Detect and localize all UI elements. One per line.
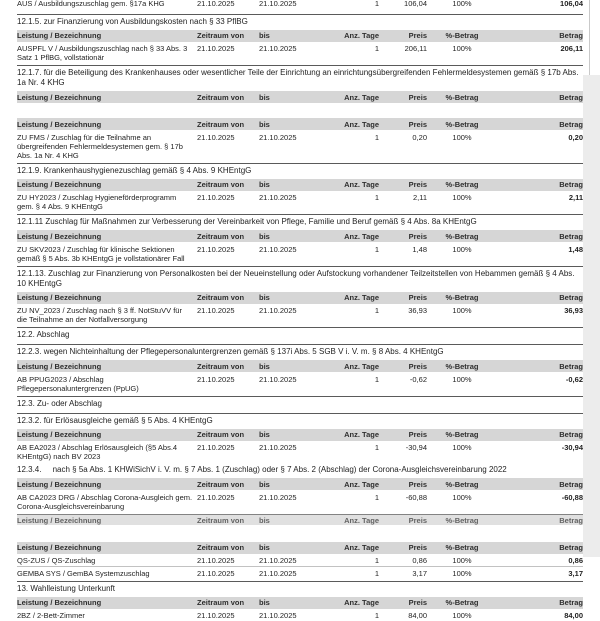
table-header-col1: Leistung / Bezeichnung (17, 120, 197, 129)
row-date-to: 21.10.2025 (259, 569, 324, 578)
row-date-from: 21.10.2025 (197, 0, 259, 8)
table-header-col4: Anz. Tage (324, 120, 379, 129)
row-price: 0,86 (379, 556, 427, 565)
table-header-col4: Anz. Tage (324, 180, 379, 189)
table-header-col7: Betrag (497, 543, 583, 552)
table-header-col6: %-Betrag (427, 543, 497, 552)
row-description: ZU SKV2023 / Zuschlag für klinische Sektionen gemäß § 5 Abs. 3b KHEntgG je vollstationärer Fall (17, 245, 197, 263)
table-header-col1: Leistung / Bezeichnung (17, 180, 197, 189)
page-break-gap (17, 526, 583, 541)
billing-table-row (17, 610, 583, 621)
billing-table-row (17, 567, 583, 579)
table-header-col2: Zeitraum von (197, 480, 259, 489)
row-date-to: 21.10.2025 (259, 245, 324, 254)
table-header-col2: Zeitraum von (197, 293, 259, 302)
table-header-col7: Betrag (497, 516, 583, 525)
row-percent: 100% (427, 493, 497, 502)
row-percent: 100% (427, 556, 497, 565)
row-price: -30,94 (379, 443, 427, 452)
table-header-col6: %-Betrag (427, 120, 497, 129)
row-description: AUS / Ausbildungszuschlag gem. §17a KHG (17, 0, 197, 8)
table-header-col7: Betrag (497, 180, 583, 189)
row-date-from: 21.10.2025 (197, 375, 259, 384)
table-header-row (17, 179, 583, 191)
row-days: 1 (324, 556, 379, 565)
row-date-from: 21.10.2025 (197, 556, 259, 565)
row-date-to: 21.10.2025 (259, 44, 324, 53)
row-price: 106,04 (379, 0, 427, 8)
row-days: 1 (324, 611, 379, 620)
billing-table-row (17, 192, 583, 213)
billing-table-row (17, 43, 583, 64)
page-edge-line (589, 0, 590, 75)
billing-table-row (17, 373, 583, 394)
table-header-col3: bis (259, 362, 324, 371)
row-description: QS-ZUS / QS-Zuschlag (17, 556, 197, 565)
row-amount: 106,04 (497, 0, 583, 8)
table-header-row (17, 230, 583, 242)
row-price: 206,11 (379, 44, 427, 53)
table-header-col1: Leistung / Bezeichnung (17, 362, 197, 371)
table-header-col6: %-Betrag (427, 430, 497, 439)
row-days: 1 (324, 133, 379, 142)
table-header-row (17, 597, 583, 609)
table-header-col1: Leistung / Bezeichnung (17, 93, 197, 102)
table-header-col1: Leistung / Bezeichnung (17, 31, 197, 40)
table-header-col6: %-Betrag (427, 232, 497, 241)
row-description: 2BZ / 2-Bett-Zimmer (17, 611, 197, 620)
table-header-col6: %-Betrag (427, 180, 497, 189)
section-heading: 12.2. Abschlag (17, 327, 583, 342)
table-header-col3: bis (259, 180, 324, 189)
table-header-col2: Zeitraum von (197, 180, 259, 189)
table-header-row (17, 429, 583, 441)
table-header-col7: Betrag (497, 232, 583, 241)
table-header-col2: Zeitraum von (197, 516, 259, 525)
row-percent: 100% (427, 443, 497, 452)
row-date-to: 21.10.2025 (259, 375, 324, 384)
row-price: 2,11 (379, 193, 427, 202)
row-date-from: 21.10.2025 (197, 44, 259, 53)
table-header-col2: Zeitraum von (197, 232, 259, 241)
row-percent: 100% (427, 375, 497, 384)
row-date-from: 21.10.2025 (197, 611, 259, 620)
table-header-col4: Anz. Tage (324, 543, 379, 552)
table-header-row (17, 292, 583, 304)
table-header-col4: Anz. Tage (324, 31, 379, 40)
row-amount: -30,94 (497, 443, 583, 452)
row-days: 1 (324, 569, 379, 578)
table-header-col1: Leistung / Bezeichnung (17, 598, 197, 607)
table-header-col6: %-Betrag (427, 93, 497, 102)
row-date-to: 21.10.2025 (259, 0, 324, 8)
billing-table-row (17, 131, 583, 161)
row-description: ZU FMS / Zuschlag für die Teilnahme an übergreifenden Fehlermeldesystemen gem. § 17b Abs. 1a Nr. 4 KHG (17, 133, 197, 160)
row-amount: 3,17 (497, 569, 583, 578)
table-header-col4: Anz. Tage (324, 93, 379, 102)
row-amount: 84,00 (497, 611, 583, 620)
table-header-col3: bis (259, 516, 324, 525)
row-days: 1 (324, 306, 379, 315)
table-header-row (17, 478, 583, 490)
row-date-from: 21.10.2025 (197, 493, 259, 502)
section-heading: 13. Wahlleistung Unterkunft (17, 581, 583, 596)
table-header-col7: Betrag (497, 120, 583, 129)
table-header-col5: Preis (379, 480, 427, 489)
row-days: 1 (324, 193, 379, 202)
row-amount: 206,11 (497, 44, 583, 53)
row-date-from: 21.10.2025 (197, 306, 259, 315)
table-header-col3: bis (259, 93, 324, 102)
table-header-col7: Betrag (497, 598, 583, 607)
table-header-row (17, 91, 583, 103)
row-amount: 2,11 (497, 193, 583, 202)
row-amount: -60,88 (497, 493, 583, 502)
row-date-to: 21.10.2025 (259, 611, 324, 620)
row-percent: 100% (427, 569, 497, 578)
row-days: 1 (324, 375, 379, 384)
table-header-col3: bis (259, 293, 324, 302)
table-header-col3: bis (259, 480, 324, 489)
table-header-col5: Preis (379, 93, 427, 102)
row-description: AB EA2023 / Abschlag Erlösausgleich (§5 Abs.4 KHEntgG) nach BV 2023 (17, 443, 197, 461)
section-heading: 12.1.7. für die Beteiligung des Krankenhauses oder wesentlicher Teile der Einrichtung an einrichtungsübergreifenden Fehlermeldesystemen gemäß § 17b Abs. 1a Nr. 4 KHG (17, 65, 583, 90)
row-percent: 100% (427, 306, 497, 315)
section-heading: 12.3.2. für Erlösausgleiche gemäß § 5 Abs. 4 KHEntgG (17, 413, 583, 428)
row-description: ZU HY2023 / Zuschlag Hygieneförderprogramm gem. § 4 Abs. 9 KHEntgG (17, 193, 197, 211)
billing-table-row (17, 243, 583, 264)
row-percent: 100% (427, 44, 497, 53)
section-heading: 12.3. Zu- oder Abschlag (17, 396, 583, 411)
row-percent: 100% (427, 193, 497, 202)
row-price: 84,00 (379, 611, 427, 620)
table-header-col4: Anz. Tage (324, 362, 379, 371)
row-amount: -0,62 (497, 375, 583, 384)
billing-table-row (17, 442, 583, 463)
section-heading: 12.1.13. Zuschlag zur Finanzierung von Personalkosten bei der Neueinstellung oder Aufstockung vorhandener Teilzeitstellen von Hebammen gemäß § 4 Abs. 10 KHEntgG (17, 266, 583, 291)
row-price: 0,20 (379, 133, 427, 142)
row-date-to: 21.10.2025 (259, 306, 324, 315)
row-days: 1 (324, 493, 379, 502)
table-header-col4: Anz. Tage (324, 430, 379, 439)
table-header-col6: %-Betrag (427, 598, 497, 607)
table-header-col5: Preis (379, 293, 427, 302)
row-price: 1,48 (379, 245, 427, 254)
table-header-col2: Zeitraum von (197, 543, 259, 552)
billing-table-row (17, 0, 583, 12)
section-heading: 12.2.3. wegen Nichteinhaltung der Pflegepersonaluntergrenzen gemäß § 137i Abs. 5 SGB V i. V. m. § 8 Abs. 4 KHEntgG (17, 344, 583, 359)
row-price: -0,62 (379, 375, 427, 384)
table-header-col2: Zeitraum von (197, 362, 259, 371)
table-header-col1: Leistung / Bezeichnung (17, 430, 197, 439)
row-amount: 0,20 (497, 133, 583, 142)
table-header-row (17, 360, 583, 372)
row-amount: 0,86 (497, 556, 583, 565)
table-header-col5: Preis (379, 31, 427, 40)
row-date-from: 21.10.2025 (197, 133, 259, 142)
table-header-col2: Zeitraum von (197, 93, 259, 102)
row-days: 1 (324, 443, 379, 452)
row-date-to: 21.10.2025 (259, 493, 324, 502)
invoice-document-page (17, 0, 583, 621)
row-days: 1 (324, 44, 379, 53)
table-header-col5: Preis (379, 362, 427, 371)
table-header-col3: bis (259, 430, 324, 439)
table-header-col7: Betrag (497, 293, 583, 302)
row-date-to: 21.10.2025 (259, 193, 324, 202)
row-percent: 100% (427, 133, 497, 142)
table-header-col2: Zeitraum von (197, 120, 259, 129)
table-header-col4: Anz. Tage (324, 293, 379, 302)
table-header-col2: Zeitraum von (197, 598, 259, 607)
row-date-from: 21.10.2025 (197, 443, 259, 452)
section-heading: 12.1.9. Krankenhaushygienezuschlag gemäß § 4 Abs. 9 KHEntgG (17, 163, 583, 178)
table-header-col7: Betrag (497, 430, 583, 439)
row-date-from: 21.10.2025 (197, 569, 259, 578)
page-break-gap (17, 104, 583, 117)
table-header-col7: Betrag (497, 362, 583, 371)
table-header-col7: Betrag (497, 93, 583, 102)
row-days: 1 (324, 0, 379, 8)
row-amount: 1,48 (497, 245, 583, 254)
table-header-col1: Leistung / Bezeichnung (17, 293, 197, 302)
row-description: AB PPUG2023 / Abschlag Pflegepersonaluntergrenzen (PpUG) (17, 375, 197, 393)
row-price: 36,93 (379, 306, 427, 315)
table-header-col1: Leistung / Bezeichnung (17, 480, 197, 489)
table-header-col5: Preis (379, 543, 427, 552)
row-percent: 100% (427, 0, 497, 8)
billing-table-row (17, 491, 583, 512)
table-header-col6: %-Betrag (427, 362, 497, 371)
row-amount: 36,93 (497, 306, 583, 315)
section-heading: 12.3.4. nach § 5a Abs. 1 KHWiSichV i. V. m. § 7 Abs. 1 (Zuschlag) oder § 7 Abs. 2 (Abschlag) der Corona-Ausgleichsvereinbarung 2022 (17, 463, 583, 477)
row-date-to: 21.10.2025 (259, 443, 324, 452)
row-days: 1 (324, 245, 379, 254)
table-header-col7: Betrag (497, 31, 583, 40)
table-header-row (17, 514, 583, 525)
table-header-col3: bis (259, 598, 324, 607)
table-header-col3: bis (259, 120, 324, 129)
row-date-to: 21.10.2025 (259, 556, 324, 565)
table-header-col1: Leistung / Bezeichnung (17, 516, 197, 525)
table-header-col4: Anz. Tage (324, 598, 379, 607)
table-header-col4: Anz. Tage (324, 516, 379, 525)
table-header-row (17, 542, 583, 554)
table-header-col4: Anz. Tage (324, 232, 379, 241)
table-header-col4: Anz. Tage (324, 480, 379, 489)
table-header-col2: Zeitraum von (197, 31, 259, 40)
table-header-col6: %-Betrag (427, 516, 497, 525)
table-header-col2: Zeitraum von (197, 430, 259, 439)
row-description: GEMBA SYS / GemBA Systemzuschlag (17, 569, 197, 578)
table-header-col6: %-Betrag (427, 293, 497, 302)
viewer-background-strip (583, 75, 600, 557)
row-date-from: 21.10.2025 (197, 193, 259, 202)
table-header-col6: %-Betrag (427, 31, 497, 40)
table-header-col5: Preis (379, 430, 427, 439)
table-header-row (17, 118, 583, 130)
table-header-col5: Preis (379, 180, 427, 189)
row-description: AB CA2023 DRG / Abschlag Corona-Ausgleich gem. Corona-Ausgleichsvereinbarung (17, 493, 197, 511)
table-header-col1: Leistung / Bezeichnung (17, 543, 197, 552)
table-header-col6: %-Betrag (427, 480, 497, 489)
row-date-from: 21.10.2025 (197, 245, 259, 254)
section-heading: 12.1.11 Zuschlag für Maßnahmen zur Verbesserung der Vereinbarkeit von Pflege, Familie und Beruf gemäß § 4 Abs. 8a KHEntgG (17, 214, 583, 229)
billing-table-row (17, 555, 583, 568)
table-header-col3: bis (259, 543, 324, 552)
row-description: ZU NV_2023 / Zuschlag nach § 3 ff. NotStuVV für die Teilnahme an der Notfallversorgung (17, 306, 197, 324)
row-price: -60,88 (379, 493, 427, 502)
table-header-row (17, 30, 583, 42)
row-percent: 100% (427, 611, 497, 620)
table-header-col5: Preis (379, 598, 427, 607)
table-header-col1: Leistung / Bezeichnung (17, 232, 197, 241)
row-price: 3,17 (379, 569, 427, 578)
section-heading: 12.1.5. zur Finanzierung von Ausbildungskosten nach § 33 PflBG (17, 14, 583, 29)
row-date-to: 21.10.2025 (259, 133, 324, 142)
table-header-col5: Preis (379, 516, 427, 525)
table-header-col5: Preis (379, 120, 427, 129)
row-percent: 100% (427, 245, 497, 254)
billing-table-row (17, 305, 583, 326)
table-header-col5: Preis (379, 232, 427, 241)
table-header-col3: bis (259, 31, 324, 40)
table-header-col3: bis (259, 232, 324, 241)
row-description: AUSPFL V / Ausbildungszuschlag nach § 33 Abs. 3 Satz 1 PflBG, vollstationär (17, 44, 197, 62)
table-header-col7: Betrag (497, 480, 583, 489)
